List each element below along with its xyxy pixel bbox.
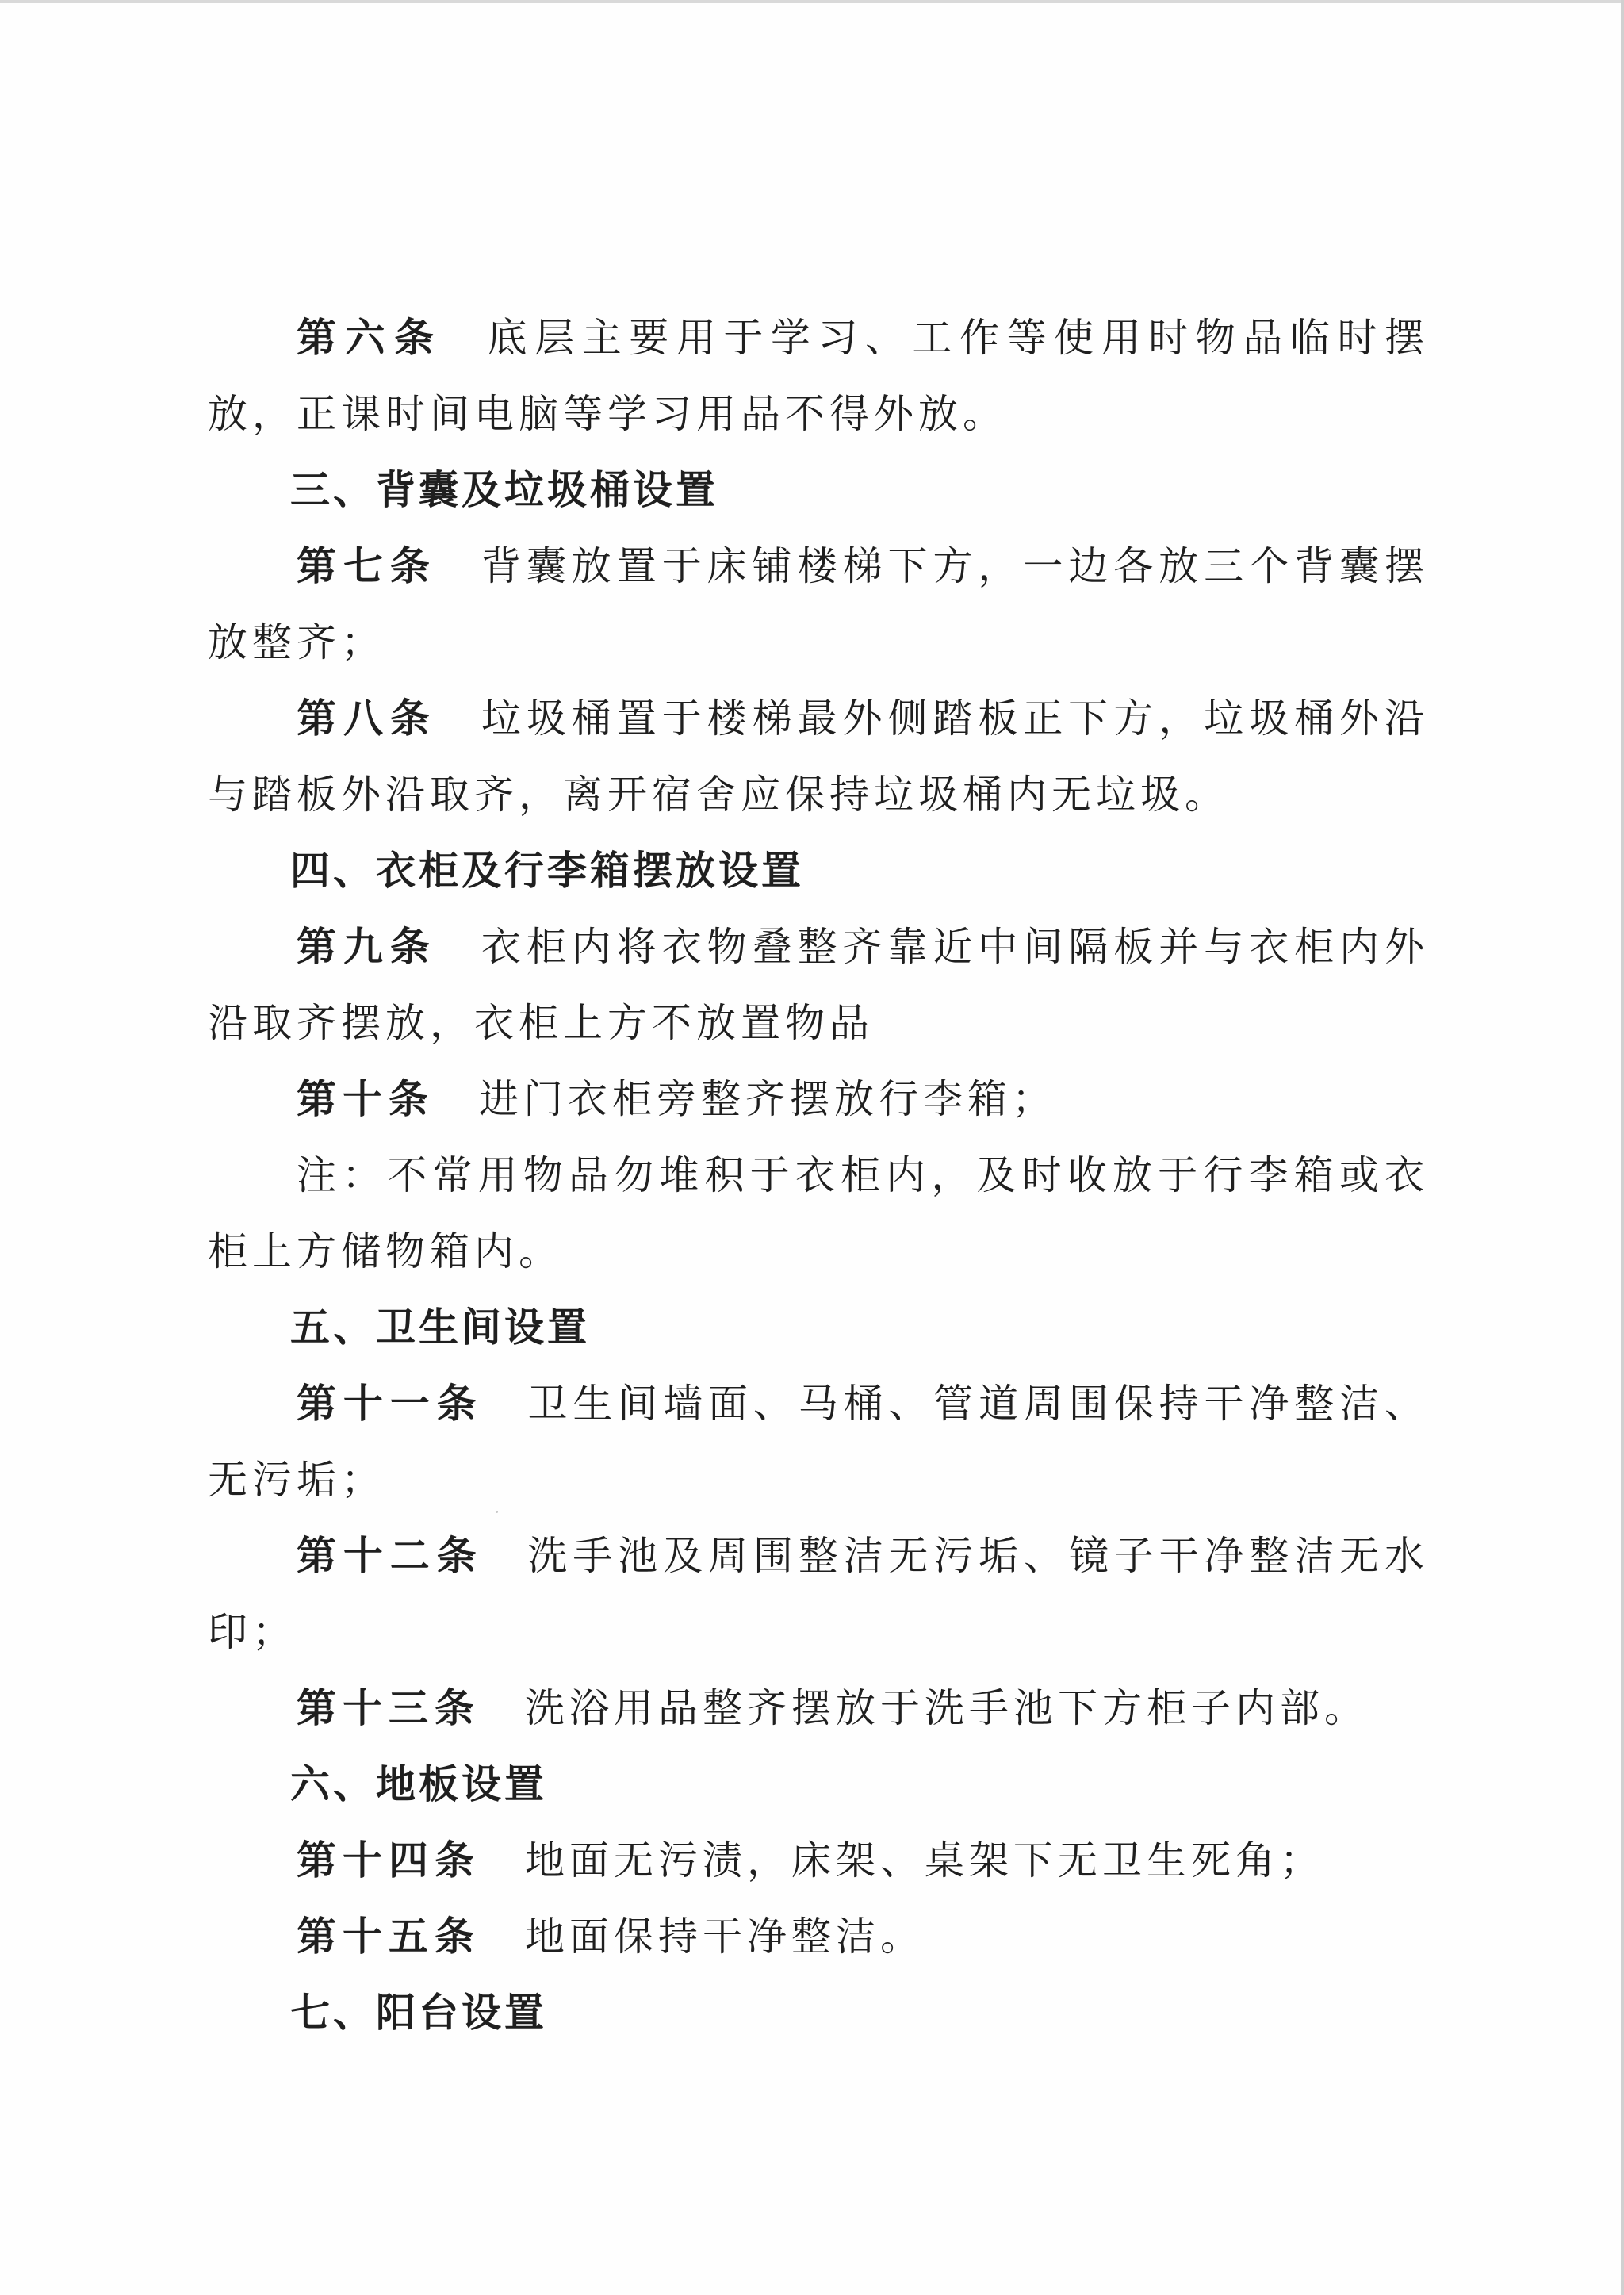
article-7 — [208, 528, 1429, 680]
article-15 — [208, 1898, 1429, 1975]
article-12-label: 第十二条 — [297, 1532, 484, 1579]
section-7-heading: 七、阳台设置 — [290, 1990, 547, 2036]
article-10-label: 第十条 — [297, 1075, 435, 1122]
scan-right-edge — [1621, 0, 1624, 2295]
section-3-heading: 三、背囊及垃圾桶设置 — [290, 467, 718, 513]
article-11-label: 第十一条 — [297, 1380, 484, 1427]
section-5-heading: 五、卫生间设置 — [290, 1305, 590, 1351]
article-10-text: 进门衣柜旁整齐摆放行李箱； — [479, 1076, 1056, 1122]
article-15-label: 第十五条 — [297, 1913, 481, 1960]
article-6-text: 底层主要用于学习、工作等使用时物品临时摆放，正课时间电脑等学习用品不得外放。 — [208, 315, 1430, 437]
article-12-text: 洗手池及周围整洁无污垢、镜子干净整洁无水印； — [208, 1533, 1430, 1655]
article-11-text: 卫生间墙面、马桶、管道周围保持干净整洁、无污垢； — [208, 1381, 1430, 1503]
article-6 — [208, 300, 1429, 452]
article-13-label: 第十三条 — [297, 1684, 481, 1731]
scan-top-edge — [0, 0, 1624, 3]
section-4-heading: 四、衣柜及行李箱摆放设置 — [290, 848, 804, 894]
article-8 — [208, 680, 1429, 833]
article-9-label: 第九条 — [297, 923, 437, 970]
article-9-text: 衣柜内将衣物叠整齐靠近中间隔板并与衣柜内外沿取齐摆放，衣柜上方不放置物品 — [208, 924, 1430, 1046]
article-8-label: 第八条 — [297, 695, 437, 741]
article-13 — [208, 1670, 1429, 1746]
article-7-text: 背囊放置于床铺楼梯下方，一边各放三个背囊摆放整齐； — [208, 543, 1430, 665]
article-7-label: 第七条 — [297, 542, 437, 589]
article-9 — [208, 909, 1429, 1061]
article-14-text: 地面无污渍，床架、桌架下无卫生死角； — [525, 1837, 1324, 1883]
article-6-label: 第六条 — [297, 314, 443, 361]
scan-speck — [496, 1511, 498, 1513]
article-14 — [208, 1822, 1429, 1898]
article-8-text: 垃圾桶置于楼梯最外侧踏板正下方，垃圾桶外沿与踏板外沿取齐，离开宿舍应保持垃圾桶内无垃圾。 — [208, 695, 1430, 818]
article-11 — [208, 1366, 1429, 1518]
section-6-heading: 六、地板设置 — [290, 1761, 547, 1807]
note-paragraph: 注：不常用物品勿堆积于衣柜内，及时收放于行李箱或衣柜上方储物箱内。 — [208, 1152, 1429, 1274]
article-12 — [208, 1518, 1429, 1670]
document-body — [208, 300, 1429, 2051]
article-14-label: 第十四条 — [297, 1837, 481, 1883]
article-13-text: 洗浴用品整齐摆放于洗手池下方柜子内部。 — [525, 1685, 1369, 1731]
article-10 — [208, 1061, 1429, 1137]
article-15-text: 地面保持干净整洁。 — [525, 1914, 925, 1960]
